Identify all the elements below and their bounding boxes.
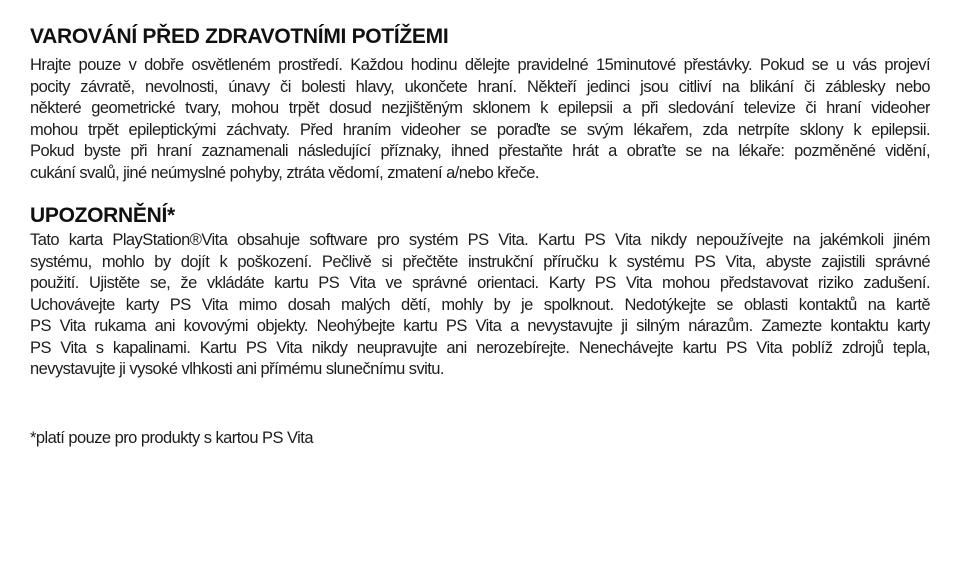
- paragraph-line: Tato karta PlayStation®Vita obsahuje software pro systém PS Vita. Kartu PS Vita nikdy nepoužívejte na jakémkoli jiném: [30, 231, 930, 249]
- paragraph-line: Pokud byste při hraní zaznamenali následující příznaky, ihned přestaňte hrát a obraťte se na lékaře: pozměněné vidění,: [30, 142, 930, 160]
- paragraph-line: PS Vita s kapalinami. Kartu PS Vita nikdy neupravujte ani nerozebírejte. Nenechávejte kartu PS Vita poblíž zdrojů tepla,: [30, 338, 930, 357]
- paragraph-line: Uchovávejte karty PS Vita mimo dosah malých dětí, mohly by je spolknout. Nedotýkejte se oblasti kontaktů na kartě: [30, 295, 930, 314]
- paragraph-line: systému, mohlo by dojít k poškození. Pečlivě si přečtěte instrukční příručku k systému PS Vita, abyste zajistili správné: [30, 252, 930, 271]
- paragraph-line: mohou trpět epileptickými záchvaty. Před hraním videoher se poraďte se svým lékařem, zda netrpíte sklony k epilepsii.: [30, 120, 930, 139]
- notice-paragraph: [30, 230, 930, 381]
- paragraph-line: Hrajte pouze v dobře osvětleném prostředí. Každou hodinu dělejte pravidelné 15minutové přestávky. Pokud se u vás projeví: [30, 56, 930, 74]
- notice-heading: UPOZORNĚNÍ*: [30, 204, 175, 227]
- paragraph-line: cukání svalů, jiné neúmyslné pohyby, ztráta vědomí, zmatení a/nebo křeče.: [30, 163, 539, 182]
- paragraph-line: použití. Ujistěte se, že vkládáte kartu PS Vita ve správné orientaci. Karty PS Vita mohou představovat riziko zadušení.: [30, 274, 930, 292]
- health-warning-heading: VAROVÁNÍ PŘED ZDRAVOTNÍMI POTÍŽEMI: [30, 25, 449, 48]
- paragraph-line: pocity závratě, nevolnosti, únavy či bolesti hlavy, ukončete hraní. Někteří jedinci jsou citliví na blikání či záblesky nebo: [30, 77, 930, 96]
- footnote-text: *platí pouze pro produkty s kartou PS Vita: [30, 428, 313, 447]
- paragraph-line: PS Vita rukama ani kovovými objekty. Neohýbejte kartu PS Vita a nevystavujte ji silným nárazům. Zamezte kontaktu karty: [30, 317, 930, 335]
- health-warning-paragraph: [30, 55, 930, 184]
- manual-warning-page: [0, 26, 960, 449]
- paragraph-line: některé geometrické tvary, mohou trpět dosud nezjištěným sklonem k epilepsii a při sledování televize či hraní videoher: [30, 99, 930, 117]
- paragraph-line: nevystavujte ji vysoké vlhkosti ani přímému slunečnímu svitu.: [30, 360, 444, 378]
